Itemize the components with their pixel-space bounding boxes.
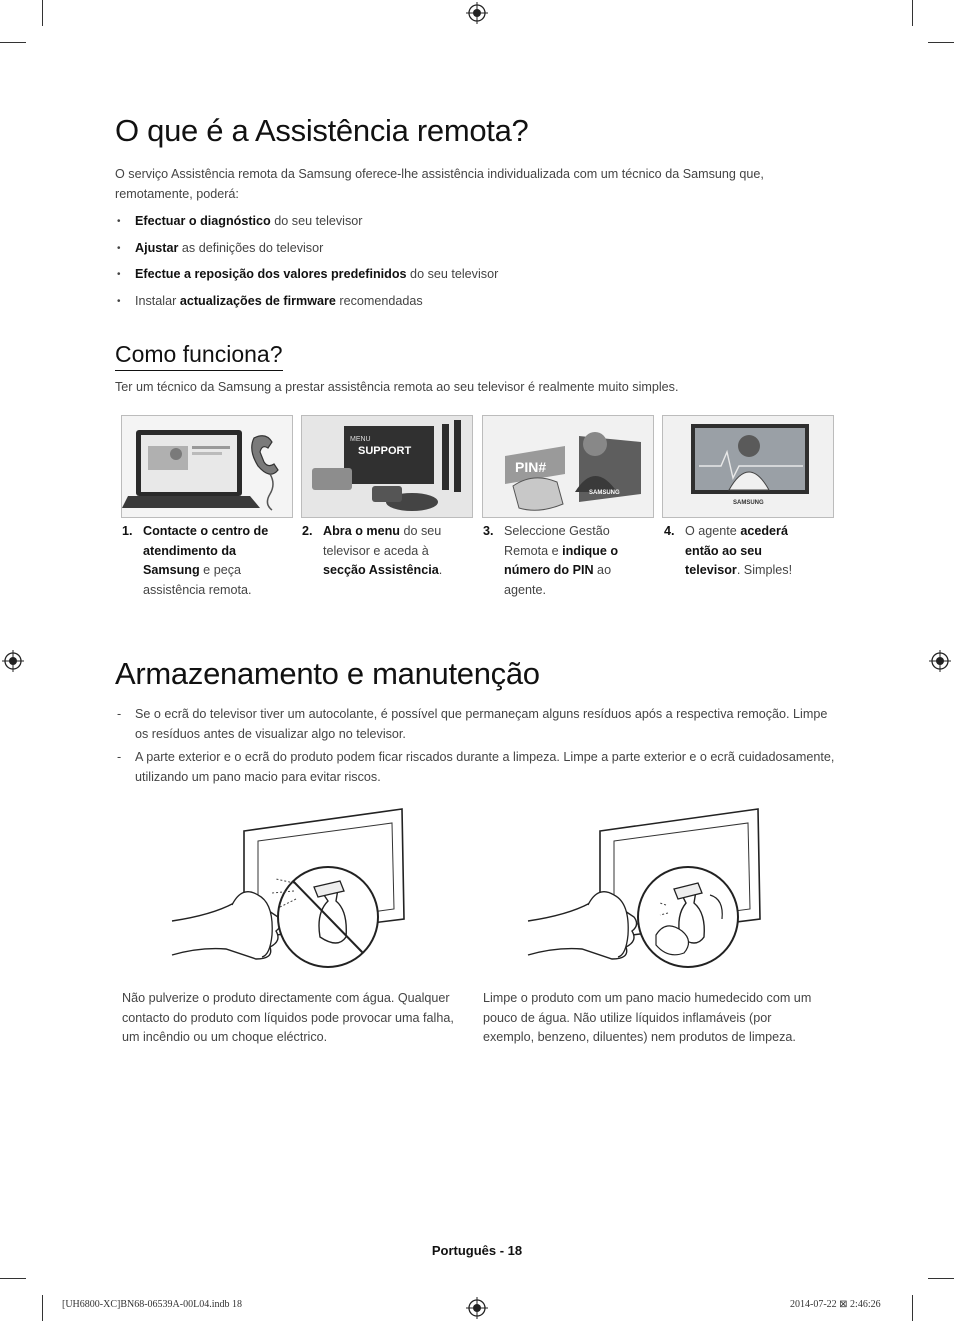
feature-list <box>115 212 815 318</box>
list-item: • Ajustar as definições do televisor <box>115 239 815 266</box>
care-notes <box>115 705 835 791</box>
page-title: O que é a Assistência remota? <box>115 113 529 148</box>
crop-mark <box>42 0 43 26</box>
no-spray-illustration <box>170 805 410 975</box>
section-intro: Ter um técnico da Samsung a prestar assistência remota ao seu televisor é realmente muito simples. <box>115 380 679 394</box>
wipe-cloth-illustration <box>526 805 766 975</box>
brand-label: SAMSUNG <box>733 500 764 506</box>
agent-pin-icon <box>483 416 653 517</box>
crop-mark <box>912 1295 913 1321</box>
list-item: - A parte exterior e o ecrã do produto podem ficar riscados durante a limpeza. Limpe a parte exterior e o ecrã cuidadosamente, utilizando um pano macio para evitar riscos. <box>115 748 835 787</box>
crop-mark <box>0 1278 26 1279</box>
pin-label: PIN# <box>515 459 547 475</box>
support-label: SUPPORT <box>358 445 412 457</box>
tv-menu-icon <box>302 416 472 517</box>
print-slug-right: 2014-07-22 ⊠ 2:46:26 <box>790 1299 881 1310</box>
crop-mark <box>0 42 26 43</box>
step-4-image <box>662 415 834 518</box>
registration-mark-icon <box>929 650 951 672</box>
list-item: • Efectuar o diagnóstico do seu televisor <box>115 212 815 239</box>
intro-paragraph: O serviço Assistência remota da Samsung oferece-lhe assistência individualizada com um técnico da Samsung que, remotamente, poderá: <box>115 167 764 201</box>
menu-label: MENU <box>350 436 371 443</box>
section-heading: Como funciona? <box>115 341 283 371</box>
step-1-image <box>121 415 293 518</box>
step-2-image <box>301 415 473 518</box>
brand-label: SAMSUNG <box>589 490 620 496</box>
caption-no-spray: Não pulverize o produto directamente com água. Qualquer contacto do produto com líquidos pode provocar uma falha, um incêndio ou um choque eléctrico. <box>122 991 454 1044</box>
list-item: - Se o ecrã do televisor tiver um autocolante, é possível que permaneçam alguns resíduos após a respectiva remoção. Limpe os resíduos antes de visualizar algo no televisor. <box>115 705 835 744</box>
laptop-phone-icon <box>122 416 292 517</box>
crop-mark <box>912 0 913 26</box>
registration-mark-icon <box>466 2 488 24</box>
crop-mark <box>42 1295 43 1321</box>
list-item: • Instalar actualizações de firmware recomendadas <box>115 292 815 319</box>
print-slug-left: [UH6800-XC]BN68-06539A-00L04.indb 18 <box>62 1299 242 1310</box>
registration-mark-icon <box>466 1297 488 1319</box>
page-number: Português - 18 <box>431 1243 523 1258</box>
step-3-image <box>482 415 654 518</box>
crop-mark <box>928 1278 954 1279</box>
section-title: Armazenamento e manutenção <box>115 656 540 691</box>
registration-mark-icon <box>2 650 24 672</box>
caption-wipe: Limpe o produto com um pano macio humedecido com um pouco de água. Não utilize líquidos inflamáveis (por exemplo, benzeno, diluentes) nem produtos de limpeza. <box>483 991 812 1044</box>
list-item: • Efectue a reposição dos valores predefinidos do seu televisor <box>115 265 815 292</box>
tv-agent-icon <box>663 416 833 517</box>
crop-mark <box>928 42 954 43</box>
